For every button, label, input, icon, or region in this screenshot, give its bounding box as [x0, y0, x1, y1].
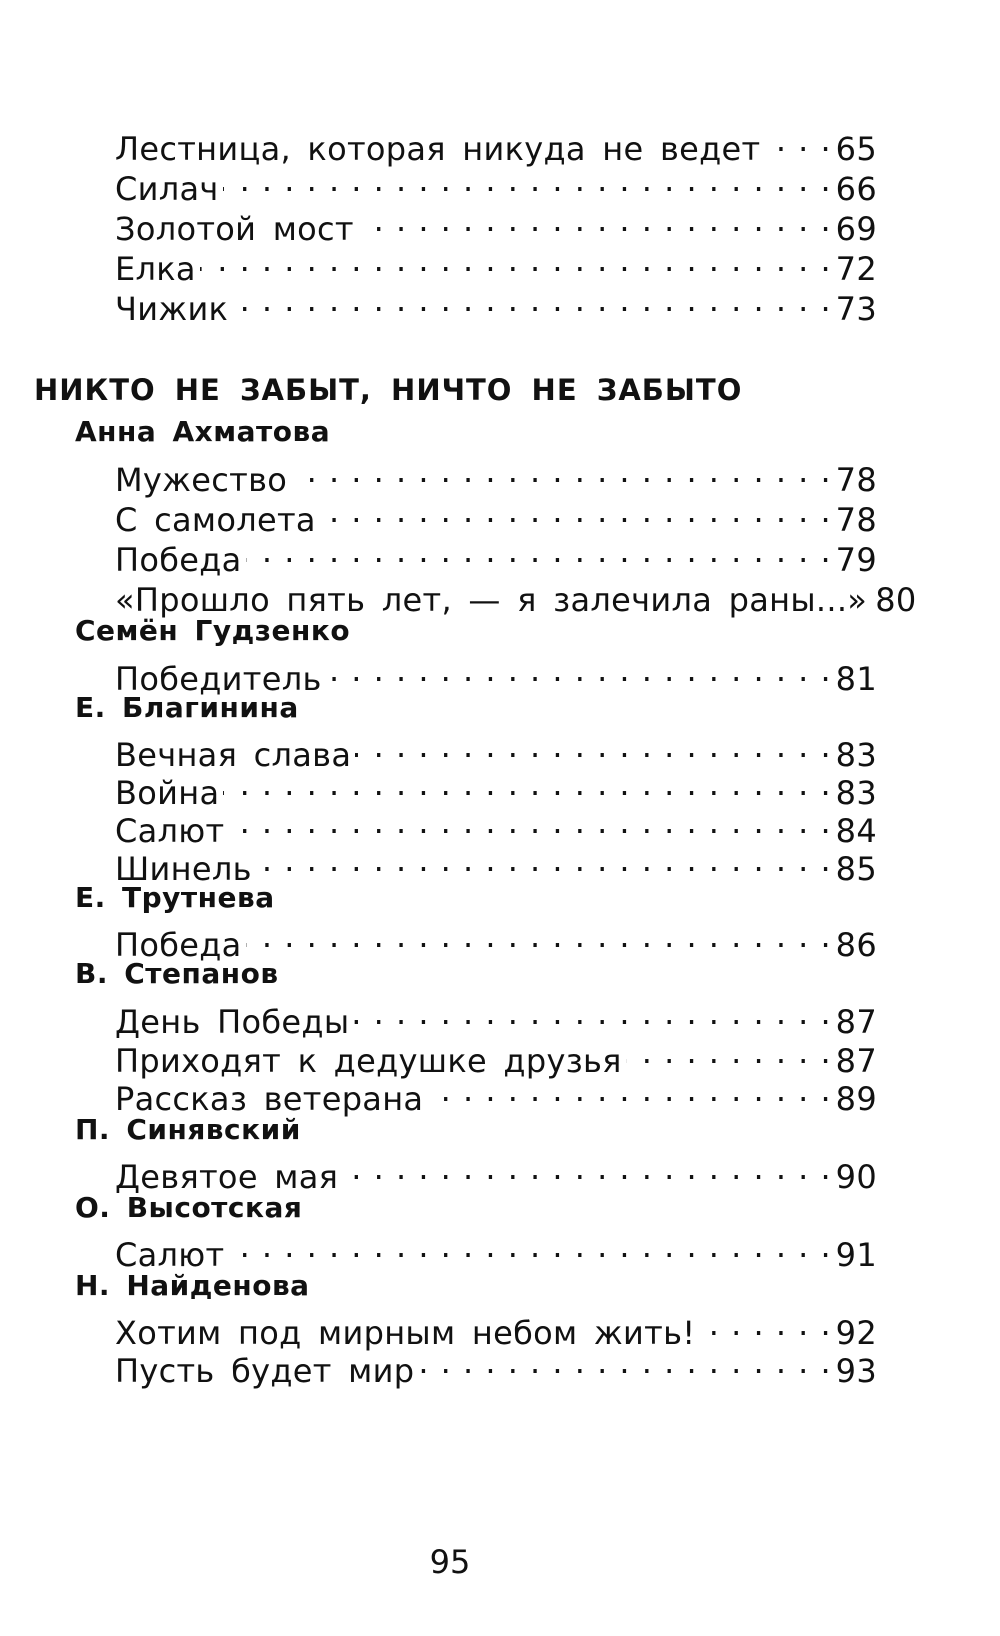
dot-leader — [223, 764, 831, 804]
entry-title: Хотим под мирным небом жить! — [115, 1314, 696, 1352]
entry-page: 83 — [835, 736, 877, 774]
toc-entry — [115, 1342, 877, 1391]
entry-title: Победа — [115, 926, 242, 964]
dot-leader — [358, 200, 832, 240]
entry-title: Победитель — [115, 660, 322, 698]
entry-title: «Прошло пять лет, — я залечила раны...» — [115, 581, 868, 619]
entry-title: Рассказ ветерана — [115, 1080, 424, 1118]
entry-page: 81 — [835, 660, 877, 698]
dot-leader — [320, 491, 832, 531]
entry-page: 79 — [835, 541, 877, 579]
dot-leader — [228, 802, 831, 842]
entry-page: 84 — [835, 812, 877, 850]
toc-entry — [115, 280, 877, 329]
dot-leader — [764, 120, 831, 160]
entry-title: Приходят к дедушке друзья — [115, 1042, 622, 1080]
entry-title: С самолета — [115, 501, 316, 539]
entry-page: 91 — [835, 1236, 877, 1274]
page-number: 95 — [429, 1543, 471, 1581]
author-name: П. Синявский — [75, 1113, 301, 1146]
dot-leader — [246, 531, 832, 571]
dot-leader — [232, 280, 831, 320]
entry-title: Вечная слава — [115, 736, 352, 774]
entry-title: Мужество — [115, 461, 288, 499]
author-name: Н. Найденова — [75, 1269, 310, 1302]
entry-title: Шинель — [115, 850, 252, 888]
dot-leader — [256, 840, 832, 880]
author-name: В. Степанов — [75, 957, 279, 990]
entry-page: 65 — [835, 130, 877, 168]
entry-page: 72 — [835, 250, 877, 288]
author-name: О. Высотская — [75, 1191, 303, 1224]
dot-leader — [353, 993, 831, 1033]
section-heading: НИКТО НЕ ЗАБЫТ, НИЧТО НЕ ЗАБЫТО — [34, 373, 743, 407]
entry-title: Елка — [115, 250, 196, 288]
dot-leader — [626, 1032, 832, 1072]
dot-leader — [200, 240, 832, 280]
entry-page: 87 — [835, 1003, 877, 1041]
author-name: Анна Ахматова — [75, 415, 331, 448]
entry-page: 90 — [835, 1158, 877, 1196]
entry-title: Лестница, которая никуда не ведет — [115, 130, 761, 168]
entry-page: 80 — [875, 581, 917, 619]
dot-leader — [223, 160, 832, 200]
entry-title: Золотой мост — [115, 210, 354, 248]
entry-title: Пусть будет мир — [115, 1352, 415, 1390]
entry-page: 92 — [835, 1314, 877, 1352]
dot-leader — [355, 726, 831, 766]
entry-title: Чижик — [115, 290, 229, 328]
entry-page: 87 — [835, 1042, 877, 1080]
entry-page: 93 — [835, 1352, 877, 1390]
entry-page: 85 — [835, 850, 877, 888]
entry-page: 73 — [835, 290, 877, 328]
entry-page: 89 — [835, 1080, 877, 1118]
entry-title: Война — [115, 774, 220, 812]
entry-page: 69 — [835, 210, 877, 248]
entry-title: Победа — [115, 541, 242, 579]
author-name: Е. Благинина — [75, 691, 299, 724]
dot-leader — [246, 916, 832, 956]
entry-page: 66 — [835, 170, 877, 208]
entry-title: Салют — [115, 812, 225, 850]
entry-title: День Победы — [115, 1003, 350, 1041]
entry-title: Салют — [115, 1236, 225, 1274]
entry-title: Девятое мая — [115, 1158, 339, 1196]
author-name: Е. Трутнева — [75, 881, 275, 914]
entry-page: 86 — [835, 926, 877, 964]
dot-leader — [699, 1304, 831, 1344]
dot-leader — [326, 650, 832, 690]
entry-page: 83 — [835, 774, 877, 812]
dot-leader — [342, 1148, 831, 1188]
dot-leader — [291, 451, 832, 491]
dot-leader — [418, 1342, 831, 1382]
dot-leader — [427, 1070, 831, 1110]
entry-page: 78 — [835, 461, 877, 499]
dot-leader — [228, 1226, 831, 1266]
entry-page: 78 — [835, 501, 877, 539]
author-name: Семён Гудзенко — [75, 614, 351, 647]
entry-title: Силач — [115, 170, 219, 208]
